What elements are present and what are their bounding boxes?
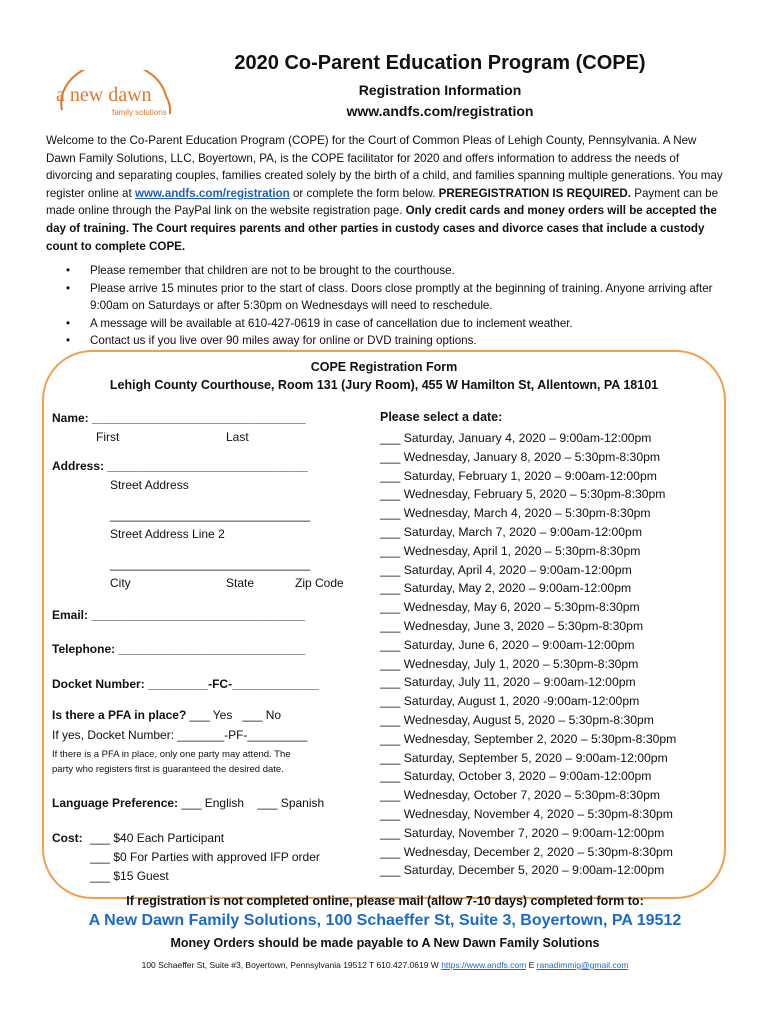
mail-instructions: If registration is not completed online, please mail (allow 7-10 days) completed form to: — [126, 894, 644, 908]
bullet-text: Please arrive 15 minutes prior to the start of class. Doors close promptly at the beginning of training. Anyone arriving after 9:00am on Saturdays or after 5:30pm on Wednesdays will need to reschedule. — [90, 281, 713, 312]
city-caption: City — [110, 576, 131, 590]
name-blank: ________________________________ — [92, 411, 306, 425]
date-option[interactable]: ___ Saturday, April 4, 2020 – 9:00am-12:00pm — [380, 562, 632, 577]
street2-caption: Street Address Line 2 — [110, 527, 225, 541]
email-label: Email: — [52, 608, 89, 622]
language-english-option[interactable]: ___ English — [181, 796, 245, 810]
pfa-no-option[interactable]: ___ No — [242, 708, 282, 722]
language-preference — [52, 796, 324, 810]
date-option[interactable]: ___ Wednesday, February 5, 2020 – 5:30pm-8:30pm — [380, 487, 666, 502]
address-label: Address: — [52, 459, 105, 473]
docket-blank: _________-FC-_____________ — [148, 677, 319, 691]
cost-label-text: Cost: — [52, 831, 83, 845]
date-option[interactable]: ___ Saturday, December 5, 2020 – 9:00am-12:00pm — [380, 863, 665, 878]
telephone-label: Telephone: — [52, 642, 116, 656]
telephone-field[interactable] — [52, 642, 305, 656]
money-order-note: Money Orders should be made payable to A New Dawn Family Solutions — [170, 936, 600, 950]
cost-option-ifp[interactable]: ___ $0 For Parties with approved IFP order — [90, 850, 320, 864]
name-field[interactable] — [52, 411, 306, 425]
language-spanish-option[interactable]: ___ Spanish — [257, 796, 325, 810]
date-option[interactable]: ___ Wednesday, July 1, 2020 – 5:30pm-8:30pm — [380, 656, 639, 671]
date-option[interactable]: ___ Saturday, January 4, 2020 – 9:00am-12:00pm — [380, 431, 652, 445]
date-option[interactable]: ___ Saturday, May 2, 2020 – 9:00am-12:00pm — [380, 581, 632, 596]
date-option[interactable]: ___ Wednesday, December 2, 2020 – 5:30pm-8:30pm — [380, 844, 673, 859]
company-logo — [48, 70, 184, 122]
city-state-zip-field[interactable]: ______________________________ — [110, 557, 311, 571]
date-option[interactable]: ___ Wednesday, April 1, 2020 – 5:30pm-8:30pm — [380, 543, 641, 558]
telephone-blank: ____________________________ — [118, 642, 306, 656]
bullet-text: Please remember that children are not to be brought to the courthouse. — [90, 264, 455, 277]
date-option[interactable]: ___ Wednesday, March 4, 2020 – 5:30pm-8:30pm — [380, 506, 651, 521]
preregistration-notice: PREREGISTRATION IS REQUIRED. — [438, 186, 632, 200]
contact-address-phone: 100 Schaeffer St, Suite #3, Boyertown, Pennsylvania 19512 T 610.427.0619 W — [141, 960, 442, 970]
date-option[interactable]: ___ Wednesday, August 5, 2020 – 5:30pm-8:30pm — [380, 712, 654, 727]
website-link[interactable]: https://www.andfs.com — [441, 960, 527, 970]
bullet-text: A message will be available at 610-427-0619 in case of cancellation due to inclement weather. — [90, 316, 573, 330]
intro-paragraph — [46, 132, 726, 255]
dates-heading: Please select a date: — [380, 410, 503, 424]
email-blank: ________________________________ — [91, 608, 305, 622]
bullet-icon: • — [66, 334, 71, 347]
pfa-question — [52, 708, 281, 722]
name-label: Name: — [52, 411, 89, 425]
email-field[interactable] — [52, 608, 305, 622]
first-name-caption: First — [96, 430, 120, 444]
zip-caption: Zip Code — [295, 576, 344, 590]
cost-option-participant[interactable]: ___ $40 Each Participant — [90, 831, 225, 845]
pfa-docket-field[interactable]: If yes, Docket Number: _______-PF-_________ — [52, 728, 308, 742]
date-option[interactable]: ___ Saturday, March 7, 2020 – 9:00am-12:00pm — [380, 524, 642, 539]
pfa-note-line2: party who registers first is guaranteed the desired date. — [52, 763, 284, 775]
intro-text-2: or complete the form below. — [289, 186, 439, 200]
page-title: 2020 Co-Parent Education Program (COPE) — [234, 52, 646, 74]
logo-tagline: family solutions — [112, 108, 167, 117]
last-name-caption: Last — [226, 430, 249, 444]
date-option[interactable]: ___ Wednesday, June 3, 2020 – 5:30pm-8:30pm — [380, 618, 644, 633]
logo-brand-text: a new dawn — [56, 84, 152, 106]
date-option[interactable]: ___ Wednesday, January 8, 2020 – 5:30pm-8:30pm — [380, 449, 661, 464]
date-option[interactable]: ___ Wednesday, May 6, 2020 – 5:30pm-8:30pm — [380, 600, 640, 615]
bullet-icon: • — [66, 316, 71, 330]
docket-label: Docket Number: — [52, 677, 145, 691]
cost-option-guest[interactable]: ___ $15 Guest — [90, 869, 169, 883]
date-option[interactable]: ___ Wednesday, October 7, 2020 – 5:30pm-8:30pm — [380, 788, 661, 803]
list-item — [66, 262, 726, 280]
pfa-note — [52, 748, 291, 777]
list-item — [66, 280, 726, 315]
date-option[interactable]: ___ Wednesday, September 2, 2020 – 5:30pm-8:30pm — [380, 731, 677, 746]
date-option[interactable]: ___ Saturday, October 3, 2020 – 9:00am-12:00pm — [380, 769, 652, 784]
list-item — [66, 332, 726, 350]
date-option[interactable]: ___ Saturday, November 7, 2020 – 9:00am-12:00pm — [380, 825, 665, 840]
payment-requirement-notice: Only credit cards and money orders will be accepted the day of training. The Court requires parents and other parties in custody cases and divorce cases that include a custody count to complete COPE. — [46, 204, 717, 253]
form-location: Lehigh County Courthouse, Room 131 (Jury Room), 455 W Hamilton St, Allentown, PA 18101 — [109, 378, 659, 392]
cost-label — [52, 831, 83, 845]
bullet-text: Contact us if you live over 90 miles away for online or DVD training options. — [90, 334, 477, 347]
street-caption: Street Address — [110, 478, 189, 492]
docket-field[interactable] — [52, 677, 319, 691]
bullet-icon: • — [66, 281, 71, 295]
language-label: Language Preference: — [52, 796, 179, 810]
pfa-note-line1: If there is a PFA in place, only one party may attend. The — [52, 749, 291, 760]
date-option[interactable]: ___ Saturday, July 11, 2020 – 9:00am-12:00pm — [380, 675, 636, 690]
email-prefix: E — [526, 960, 537, 970]
address-field[interactable] — [52, 459, 308, 473]
list-item — [66, 315, 726, 333]
pfa-yes-option[interactable]: ___ Yes — [189, 708, 233, 722]
date-options-list — [380, 429, 676, 880]
date-option[interactable]: ___ Saturday, September 5, 2020 – 9:00am-12:00pm — [380, 750, 668, 765]
contact-footer — [40, 960, 730, 970]
date-option[interactable]: ___ Saturday, June 6, 2020 – 9:00am-12:00pm — [380, 637, 635, 652]
intro-text-1: Welcome to the Co-Parent Education Program (COPE) for the Court of Common Pleas of Lehigh County, Pennsylvania. A New Dawn Family Solutions, LLC, Boyertown, PA, is the COPE facilitator for 2020 and offers information to address the needs of divorcing and separating couples, families created solely by the birth of a child, and families spanning multiple generations. You may register online at — [46, 134, 723, 200]
instructions-list — [66, 262, 726, 350]
bullet-icon: • — [66, 264, 71, 277]
registration-url: www.andfs.com/registration — [346, 103, 534, 119]
date-option[interactable]: ___ Saturday, February 1, 2020 – 9:00am-12:00pm — [380, 468, 657, 483]
mailing-address: A New Dawn Family Solutions, 100 Schaeffer St, Suite 3, Boyertown, PA 19512 — [88, 912, 682, 929]
page-subtitle: Registration Information — [358, 82, 522, 98]
pfa-label: Is there a PFA in place? — [52, 708, 187, 722]
form-title: COPE Registration Form — [310, 360, 458, 374]
registration-link[interactable]: www.andfs.com/registration — [134, 186, 290, 200]
address-blank: ______________________________ — [107, 459, 308, 473]
intro-text-3: Payment can be made online through the PayPal link on the website registration page. — [46, 186, 719, 218]
state-caption: State — [226, 576, 255, 590]
date-option[interactable]: ___ Saturday, August 1, 2020 -9:00am-12:00pm — [380, 694, 640, 709]
address-line2-field[interactable]: ______________________________ — [110, 508, 311, 522]
date-option[interactable]: ___ Wednesday, November 4, 2020 – 5:30pm-8:30pm — [380, 806, 673, 821]
email-link[interactable]: ranadimmig@gmail.com — [536, 960, 629, 970]
